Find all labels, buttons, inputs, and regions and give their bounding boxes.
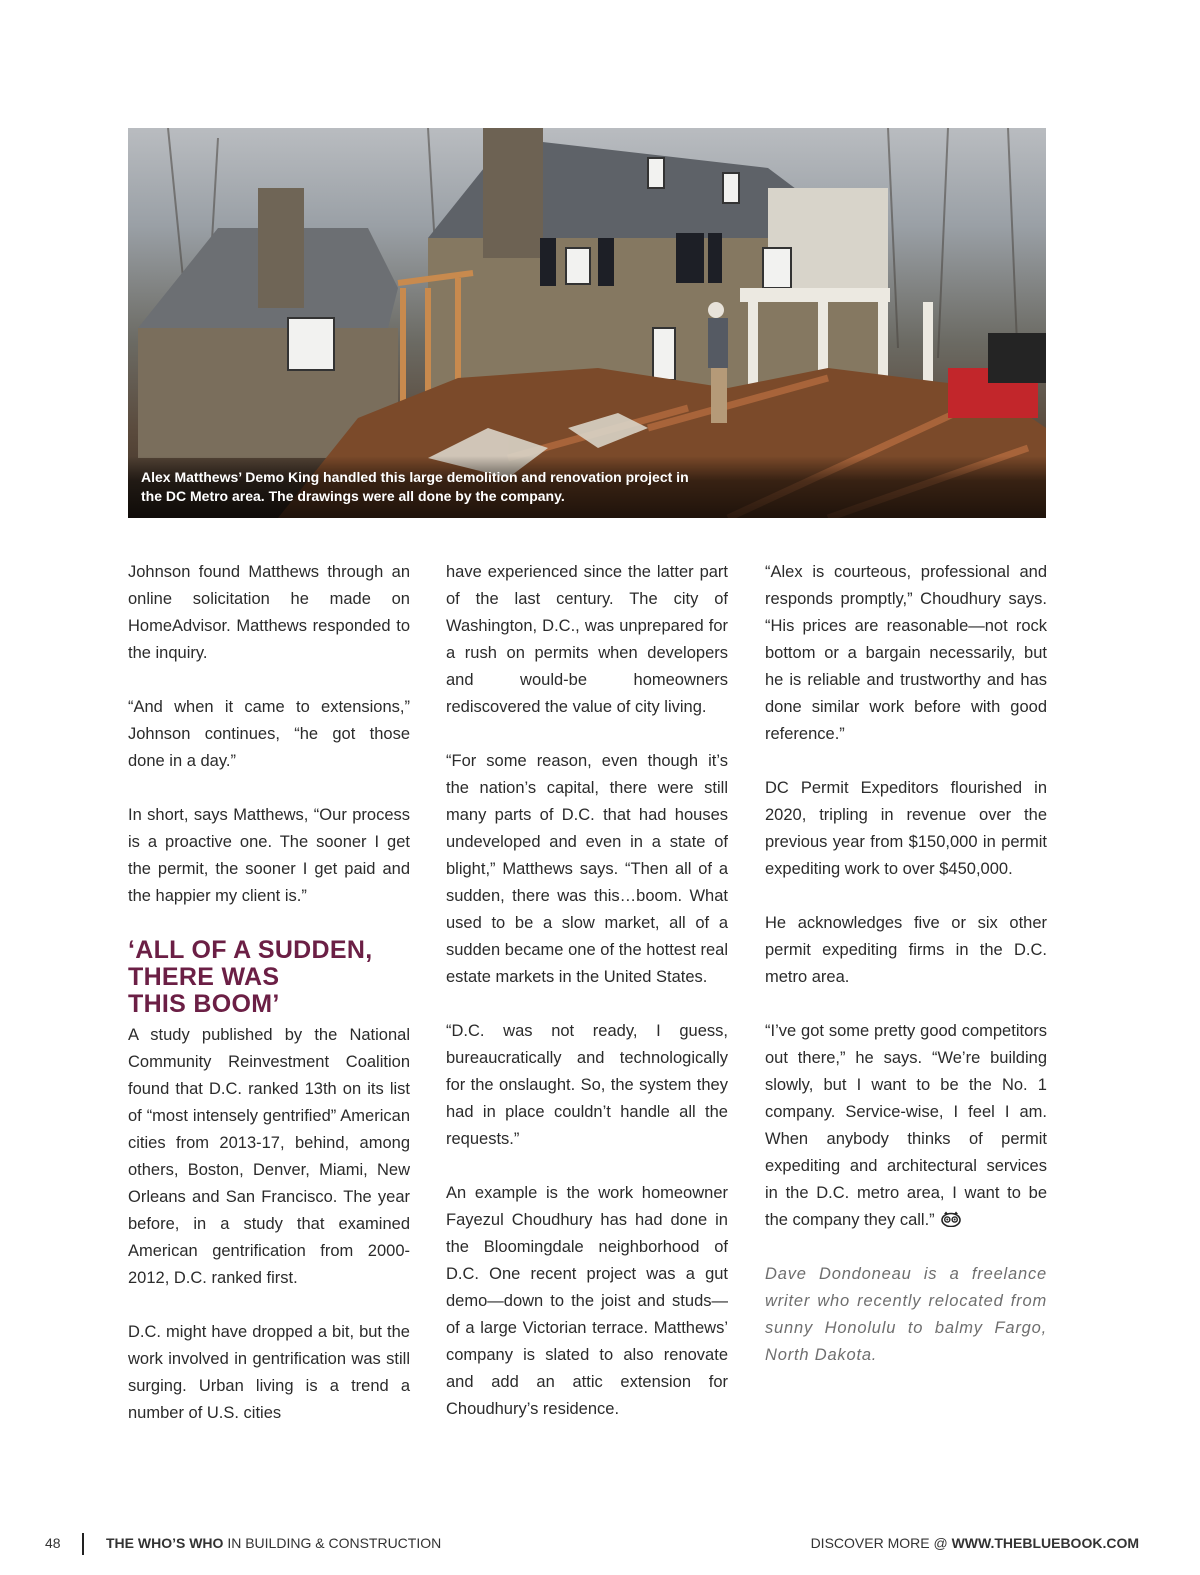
owl-icon xyxy=(941,1211,961,1227)
article-column-2 xyxy=(446,559,728,1450)
paragraph: An example is the work homeowner Fayezul Choudhury has had done in the Bloomingdale neighborhood of D.C. One recent project was a gut demo—down to the joist and studs—of a large Victorian terrace. Matthews’ company is slated to also renovate and add an attic extension for Choudhury’s residence. xyxy=(446,1184,728,1418)
website-link[interactable]: WWW.THEBLUEBOOK.COM xyxy=(951,1535,1139,1551)
discover-label: DISCOVER MORE @ xyxy=(810,1535,952,1551)
paragraph: “Alex is courteous, professional and responds promptly,” Choudhury says. “His prices are reasonable—not rock bottom or a bargain necessarily, but he is reliable and trustworthy and has done similar work before with good reference.” xyxy=(765,563,1047,743)
author-byline: Dave Dondoneau is a freelance writer who recently relocated from sunny Honolulu to balmy Fargo, North Dakota. xyxy=(765,1265,1047,1364)
paragraph: DC Permit Expeditors flourished in 2020, tripling in revenue over the previous year from $150,000 in permit expediting work to over $450,000. xyxy=(765,779,1047,878)
paragraph: “D.C. was not ready, I guess, bureaucratically and technologically for the onslaught. So, the system they had in place couldn’t handle all the requests.” xyxy=(446,1022,728,1148)
subhead-line: THIS BOOM’ xyxy=(128,990,280,1018)
article-column-1 xyxy=(128,559,410,1454)
page-footer xyxy=(0,1533,1200,1555)
paragraph: A study published by the National Community Reinvestment Coalition found that D.C. ranked 13th on its list of “most intensely gentrified” American cities from 2013-17, behind, among others, Boston, Denver, Miami, New Orleans and San Francisco. The year before, in a study that examined American gentrification from 2000-2012, D.C. ranked first. xyxy=(128,1026,410,1287)
publication-title-bold: THE WHO’S WHO xyxy=(106,1535,224,1551)
photo-caption: Alex Matthews’ Demo King handled this large demolition and renovation project in the DC Metro area. The drawings were all done by the company. xyxy=(141,469,689,504)
publication-title-rest: IN BUILDING & CONSTRUCTION xyxy=(223,1535,442,1551)
page-number: 48 xyxy=(45,1535,61,1551)
article-column-3 xyxy=(765,559,1047,1396)
paragraph: “And when it came to extensions,” Johnson continues, “he got those done in a day.” xyxy=(128,698,410,770)
section-subhead xyxy=(128,937,410,1018)
subhead-line: THERE WAS xyxy=(128,963,280,991)
photo-caption-overlay xyxy=(128,456,1046,518)
paragraph: D.C. might have dropped a bit, but the work involved in gentrification was still surging. Urban living is a trend a number of U.S. cities xyxy=(128,1323,410,1422)
paragraph: He acknowledges five or six other permit expediting firms in the D.C. metro area. xyxy=(765,914,1047,986)
paragraph: In short, says Matthews, “Our process is a proactive one. The sooner I get the permit, the sooner I get paid and the happier my client is.” xyxy=(128,806,410,905)
footer-divider xyxy=(82,1533,84,1555)
closing-paragraph-text: “I’ve got some pretty good competitors out there,” he says. “We’re building slowly, but I want to be the No. 1 company. Service-wise, I feel I am. When anybody thinks of permit expediting and architectural services in the D.C. metro area, I want to be the company they call.” xyxy=(765,1022,1047,1229)
feature-photo xyxy=(128,128,1046,518)
paragraph: “For some reason, even though it’s the nation’s capital, there were still many parts of D.C. that had houses undeveloped and even in a state of blight,” Matthews says. “Then all of a sudden, there was this…boom. What used to be a slow market, all of a sudden became one of the hottest real estate markets in the United States. xyxy=(446,752,728,986)
paragraph: have experienced since the latter part of the last century. The city of Washington, D.C., was unprepared for a rush on permits when developers and would-be homeowners rediscovered the value of city living. xyxy=(446,563,728,716)
publication-title xyxy=(106,1535,441,1551)
discover-more xyxy=(811,1535,1139,1551)
subhead-line: ‘ALL OF A SUDDEN, xyxy=(128,936,373,964)
paragraph: Johnson found Matthews through an online solicitation he made on HomeAdvisor. Matthews responded to the inquiry. xyxy=(128,563,410,662)
closing-paragraph xyxy=(765,1018,1047,1234)
